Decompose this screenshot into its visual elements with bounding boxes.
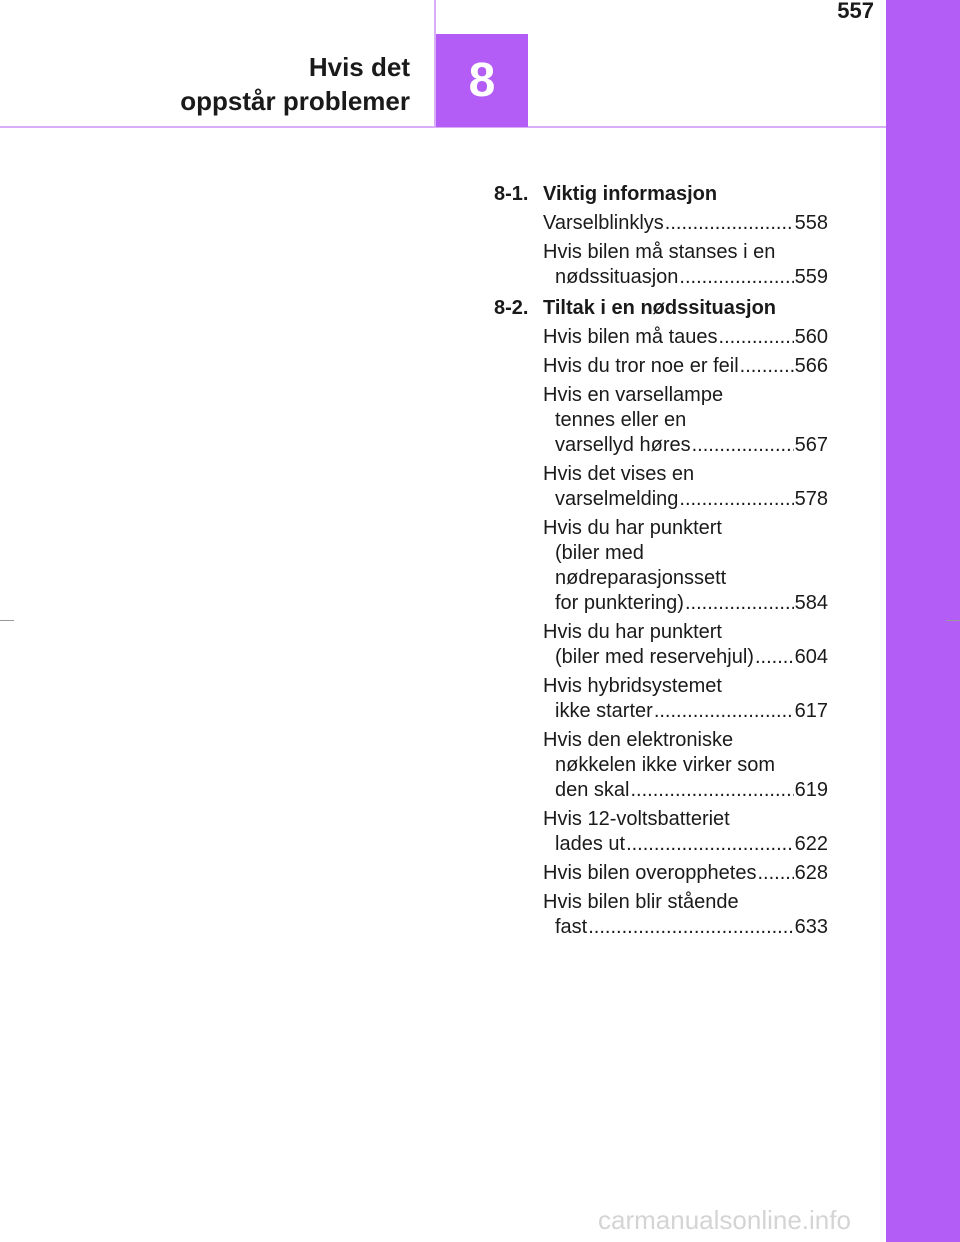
toc-entry[interactable] — [543, 861, 828, 886]
dot-leader — [665, 211, 794, 236]
entry-text-line: fast — [555, 916, 588, 938]
table-of-contents — [494, 182, 828, 946]
entry-last-line — [543, 354, 828, 379]
entry-last-line — [543, 325, 828, 350]
entry-page-number: 604 — [794, 646, 828, 668]
entry-text-line: Hvis bilen overopphetes — [543, 862, 757, 884]
toc-entry[interactable] — [543, 516, 828, 616]
entry-last-line — [543, 211, 828, 236]
toc-entry[interactable] — [543, 728, 828, 803]
section-title: Viktig informasjon — [543, 183, 718, 205]
chapter-side-tab — [886, 0, 960, 1242]
toc-entry[interactable] — [543, 211, 828, 236]
dot-leader — [631, 778, 794, 803]
entry-text-line: ikke starter — [555, 700, 653, 722]
entry-page-number: 622 — [794, 833, 828, 855]
section-number: 8-2. — [494, 297, 529, 319]
entry-page-number: 558 — [794, 212, 828, 234]
dot-leader — [626, 832, 794, 857]
toc-entry[interactable] — [543, 354, 828, 379]
entry-text-line: (biler med — [555, 542, 644, 564]
entry-last-line — [543, 915, 828, 940]
entry-text-line: for punktering) — [555, 592, 684, 614]
toc-entry[interactable] — [543, 325, 828, 350]
toc-entry[interactable] — [543, 462, 828, 512]
page-number: 557 — [837, 0, 874, 23]
chapter-number-badge: 8 — [436, 34, 528, 127]
dot-leader — [692, 433, 794, 458]
dot-leader — [685, 591, 794, 616]
toc-section — [494, 182, 828, 290]
entry-page-number: 633 — [794, 916, 828, 938]
entry-page-number: 566 — [794, 355, 828, 377]
entry-page-number: 560 — [794, 326, 828, 348]
toc-entry[interactable] — [543, 674, 828, 724]
entry-text-line: tennes eller en — [555, 409, 687, 431]
entry-page-number: 617 — [794, 700, 828, 722]
dot-leader — [757, 861, 793, 886]
entry-page-number: 619 — [794, 779, 828, 801]
entry-text-line: Hvis en varsellampe — [543, 384, 724, 406]
toc-entry[interactable] — [543, 383, 828, 458]
entry-page-number: 628 — [794, 862, 828, 884]
entry-text-line: Hvis hybridsystemet — [543, 675, 722, 697]
entry-text-line: Hvis bilen blir stående — [543, 891, 739, 913]
dot-leader — [654, 699, 794, 724]
entry-text-line: nøkkelen ikke virker som — [555, 754, 776, 776]
entry-last-line — [543, 861, 828, 886]
entry-text-line: Hvis du har punktert — [543, 621, 722, 643]
dot-leader — [755, 645, 794, 670]
section-heading — [494, 182, 828, 207]
entry-last-line — [543, 265, 828, 290]
entry-text-line: varselmelding — [555, 488, 679, 510]
crop-mark-left — [0, 620, 14, 621]
section-heading — [494, 296, 828, 321]
crop-mark-right — [946, 620, 960, 621]
entry-text-line: Hvis den elektroniske — [543, 729, 734, 751]
watermark: carmanualsonline.info — [598, 1205, 851, 1235]
entry-last-line — [543, 487, 828, 512]
toc-entry[interactable] — [543, 620, 828, 670]
entry-page-number: 578 — [794, 488, 828, 510]
entry-text-line: nødreparasjonssett — [555, 567, 727, 589]
entry-last-line — [543, 645, 828, 670]
dot-leader — [588, 915, 793, 940]
entry-text-line: Hvis du tror noe er feil — [543, 355, 739, 377]
entry-text-line: Hvis bilen må taues — [543, 326, 718, 348]
entry-text-line: Hvis det vises en — [543, 463, 695, 485]
entry-text-line: den skal — [555, 779, 630, 801]
dot-leader — [740, 354, 794, 379]
entry-last-line — [543, 699, 828, 724]
entry-last-line — [543, 778, 828, 803]
entry-last-line — [543, 433, 828, 458]
toc-entry[interactable] — [543, 240, 828, 290]
dot-leader — [719, 325, 794, 350]
entry-text-line: nødssituasjon — [555, 266, 679, 288]
entry-page-number: 559 — [794, 266, 828, 288]
chapter-title — [180, 50, 410, 118]
entry-page-number: 567 — [794, 434, 828, 456]
toc-entry[interactable] — [543, 890, 828, 940]
entry-text-line: Hvis 12-voltsbatteriet — [543, 808, 730, 830]
entry-last-line — [543, 591, 828, 616]
entry-text-line: varsellyd høres — [555, 434, 691, 456]
entry-text-line: Hvis du har punktert — [543, 517, 722, 539]
entry-page-number: 584 — [794, 592, 828, 614]
entry-last-line — [543, 832, 828, 857]
entry-text-line: lades ut — [555, 833, 626, 855]
entry-text-line: Varselblinklys — [543, 212, 664, 234]
entry-text-line: (biler med reservehjul) — [555, 646, 754, 668]
section-title: Tiltak i en nødssituasjon — [543, 297, 777, 319]
dot-leader — [679, 265, 793, 290]
toc-entry[interactable] — [543, 807, 828, 857]
toc-section — [494, 296, 828, 940]
chapter-title-line-2: oppstår problemer — [180, 86, 410, 116]
entry-text-line: Hvis bilen må stanses i en — [543, 241, 776, 263]
chapter-title-line-1: Hvis det — [308, 52, 410, 82]
dot-leader — [679, 487, 793, 512]
section-number: 8-1. — [494, 183, 529, 205]
